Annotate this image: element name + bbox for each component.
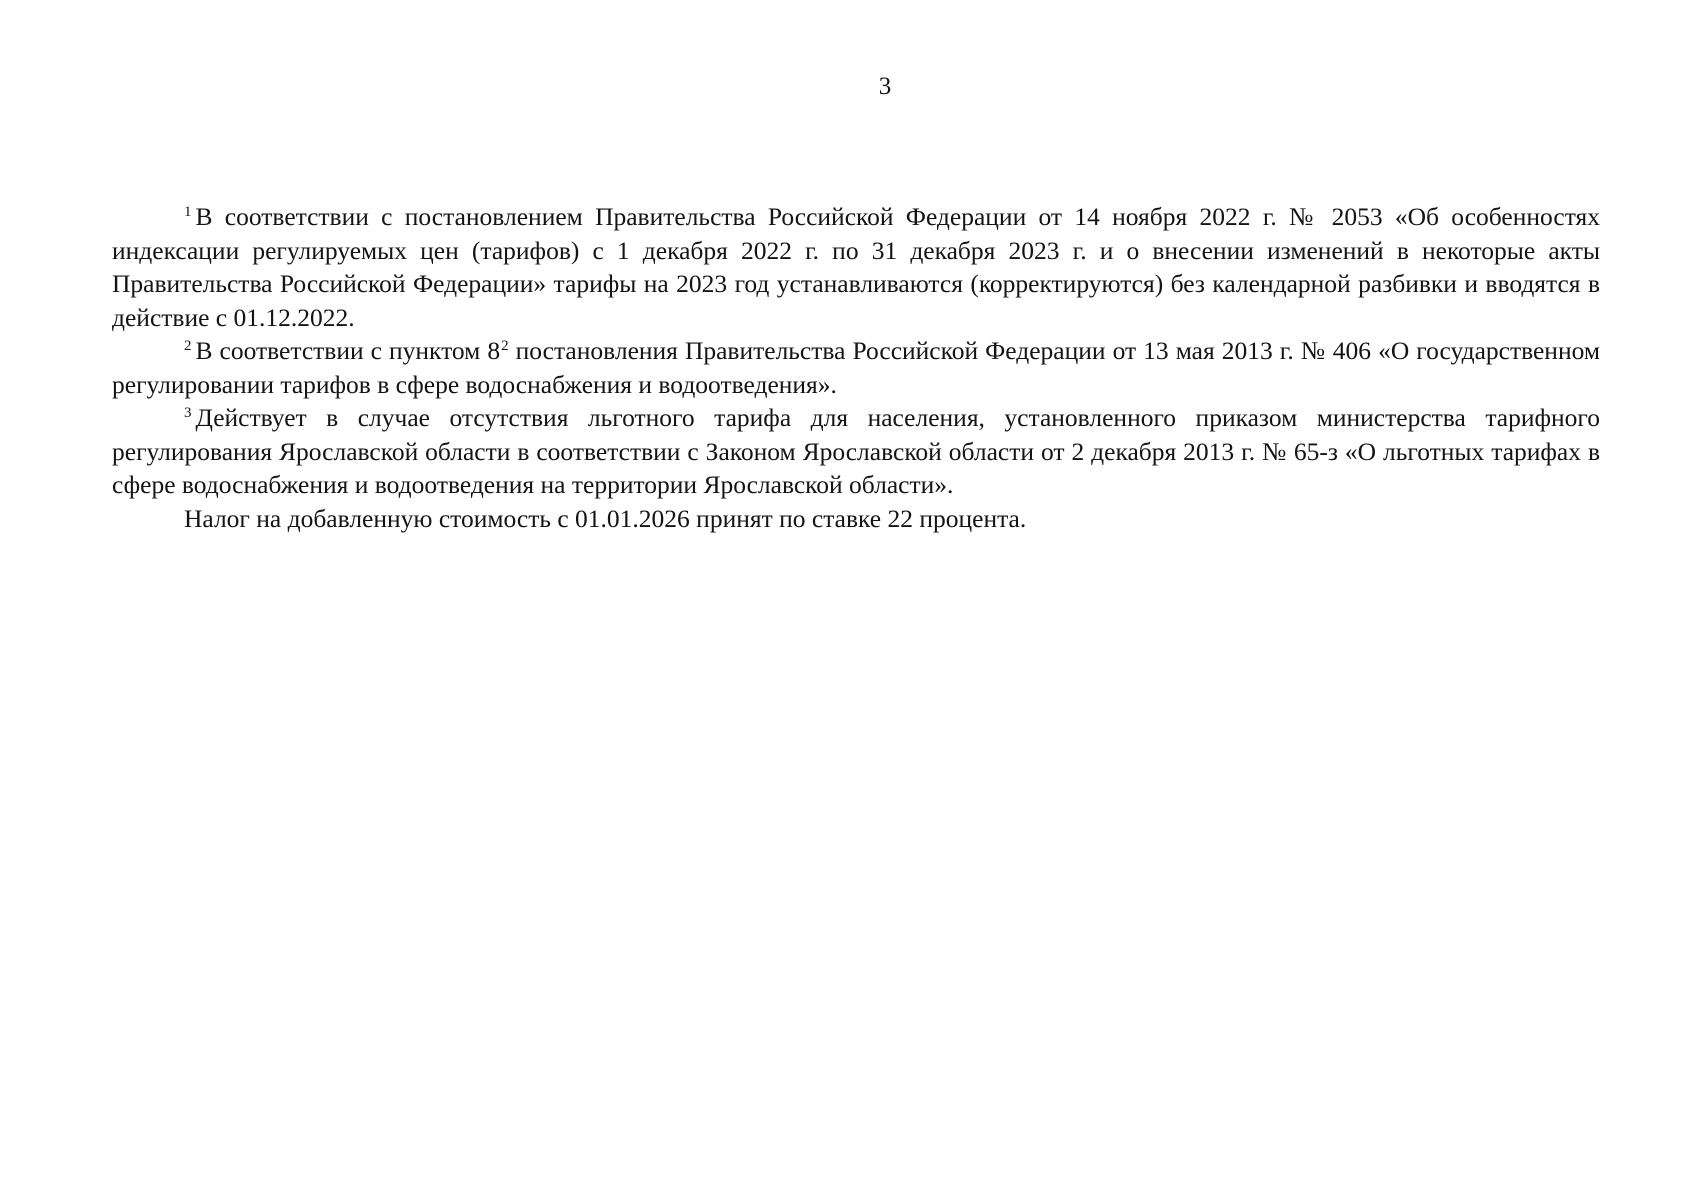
footnote-1 xyxy=(112,200,1600,334)
footnote-marker: 1 xyxy=(184,204,192,220)
vat-note: Налог на добавленную стоимость с 01.01.2026 принят по ставке 22 процента. xyxy=(184,503,1027,533)
footnote-marker: 2 xyxy=(184,338,192,354)
footnote-text: В соответствии с постановлением Правительства Российской Федерации от 14 ноября 2022 г. № 2053 «Об особенностях индексации регулируемых цен (тарифов) с 1 декабря 2022 г. по 31 декабря 2023 г. и о внесении изменений в некоторые акты Правительства Российской Федерации» тарифы на 2023 год устанавливаются (корректируются) без календарной разбивки и вводятся в действие с 01.12.2022. xyxy=(112,202,1600,332)
footnote-text-start: В соответствии с пунктом 8 xyxy=(195,336,501,365)
footnotes-block xyxy=(112,200,1600,535)
footnote-text: Действует в случае отсутствия льготного тарифа для населения, установленного приказом министерства тарифного регулирования Ярославской области в соответствии с Законом Ярославской области от 2 декабря 2013 г. № 65-з «О льготных тарифах в сфере водоснабжения и водоотведения на территории Ярославской области». xyxy=(112,403,1600,499)
footnote-text-end: постановления Правительства Российской Федерации от 13 мая 2013 г. № 406 «О государственном регулировании тарифов в сфере водоснабжения и водоотведения». xyxy=(112,336,1601,399)
page-number: 3 xyxy=(878,73,892,100)
footnote-3 xyxy=(112,401,1600,502)
footnote-2 xyxy=(112,334,1600,401)
point-superscript: 2 xyxy=(501,338,509,354)
footnote-marker: 3 xyxy=(184,405,192,421)
